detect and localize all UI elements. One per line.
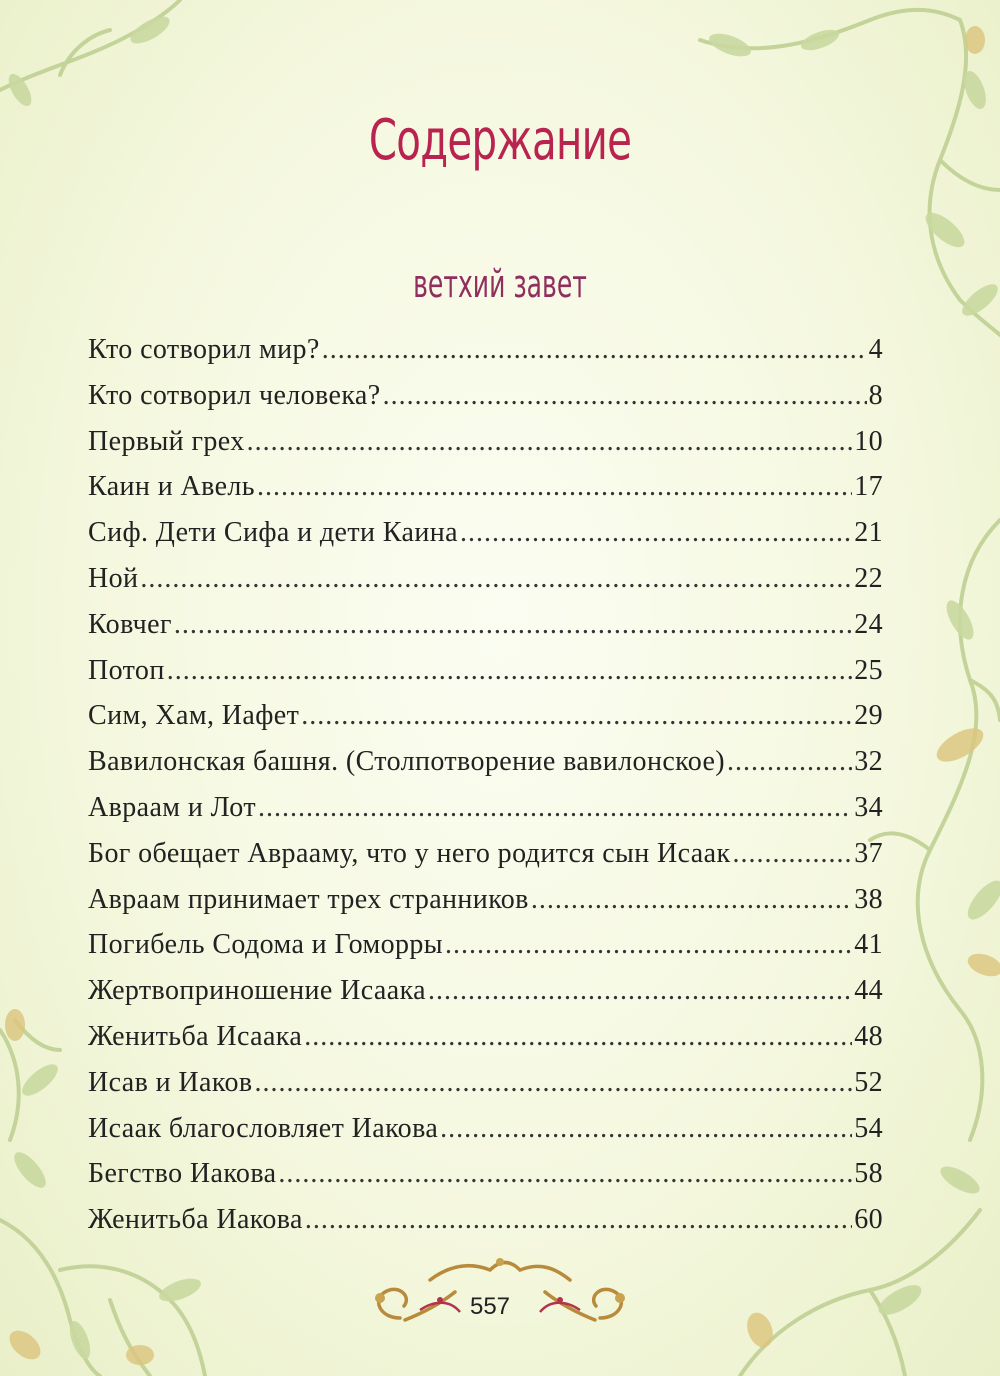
toc-entry[interactable] <box>88 746 883 792</box>
toc-entry[interactable] <box>88 380 883 426</box>
toc-entry-title: Исаак благословляет Иакова <box>88 1112 439 1144</box>
toc-entry[interactable] <box>88 1204 883 1250</box>
dot-leader <box>383 380 867 412</box>
dot-leader <box>304 1021 852 1053</box>
toc-entry-title: Каин и Авель <box>88 471 255 503</box>
dot-leader <box>257 471 852 503</box>
toc-entry-title: Сиф. Дети Сифа и дети Каина <box>88 517 458 549</box>
toc-entry-title: Ной <box>88 562 139 594</box>
toc-entry-page-number: 60 <box>854 1204 883 1236</box>
toc-entry-title: Потоп <box>88 654 165 686</box>
toc-entry[interactable] <box>88 1021 883 1067</box>
toc-entry-page-number: 52 <box>854 1066 883 1098</box>
dot-leader <box>727 746 852 778</box>
toc-entry[interactable] <box>88 334 883 380</box>
dot-leader <box>322 334 867 366</box>
dot-leader <box>445 929 852 961</box>
toc-entry[interactable] <box>88 1067 883 1113</box>
toc-entry-page-number: 44 <box>854 975 883 1007</box>
toc-entry-title: Авраам принимает трех странников <box>88 883 529 915</box>
toc-entry-page-number: 41 <box>854 929 883 961</box>
toc-entry-page-number: 8 <box>868 379 883 411</box>
toc-entry-page-number: 25 <box>854 654 883 686</box>
dot-leader <box>428 975 852 1007</box>
toc-entry[interactable] <box>88 471 883 517</box>
dot-leader <box>732 838 852 870</box>
toc-entry-page-number: 38 <box>854 883 883 915</box>
toc-entry[interactable] <box>88 975 883 1021</box>
dot-leader <box>531 884 852 916</box>
toc-entry-title: Первый грех <box>88 425 245 457</box>
toc-entry-title: Бог обещает Аврааму, что у него родится сын Исаак <box>88 837 731 869</box>
toc-entry[interactable] <box>88 517 883 563</box>
toc-entry-page-number: 29 <box>854 700 883 732</box>
toc-entry-page-number: 21 <box>854 517 883 549</box>
section-title: ветхий завет <box>413 262 587 306</box>
toc-entry-page-number: 22 <box>854 562 883 594</box>
toc-entry-page-number: 24 <box>854 608 883 640</box>
dot-leader <box>460 517 852 549</box>
toc-entry-title: Погибель Содома и Гоморры <box>88 929 443 961</box>
dot-leader <box>174 609 852 641</box>
toc-entry-title: Бегство Иакова <box>88 1158 277 1190</box>
toc-entry[interactable] <box>88 609 883 655</box>
dot-leader <box>247 426 853 458</box>
toc-entry[interactable] <box>88 563 883 609</box>
toc-entry-title: Женитьба Исаака <box>88 1020 303 1052</box>
toc-entry-title: Жертвоприношение Исаака <box>88 975 426 1007</box>
toc-entry-page-number: 58 <box>854 1158 883 1190</box>
toc-entry-page-number: 17 <box>854 471 883 503</box>
dot-leader <box>305 1204 852 1236</box>
toc-entry-title: Исав и Иаков <box>88 1066 253 1098</box>
toc-entry[interactable] <box>88 655 883 701</box>
toc-entry-title: Ковчег <box>88 608 172 640</box>
toc-entry-title: Кто сотворил мир? <box>88 334 320 365</box>
toc-entry-title: Женитьба Иакова <box>88 1204 303 1236</box>
toc-entry-page-number: 48 <box>854 1020 883 1052</box>
toc-entry[interactable] <box>88 884 883 930</box>
dot-leader <box>254 1067 852 1099</box>
dot-leader <box>258 792 852 824</box>
table-of-contents <box>88 334 883 1250</box>
toc-entry-page-number: 54 <box>854 1112 883 1144</box>
toc-entry[interactable] <box>88 838 883 884</box>
toc-entry-title: Вавилонская башня. (Столпотворение вавилонское) <box>88 746 726 778</box>
toc-entry-page-number: 34 <box>854 791 883 823</box>
dot-leader <box>140 563 852 595</box>
dot-leader <box>440 1113 852 1145</box>
dot-leader <box>278 1158 852 1190</box>
toc-entry-page-number: 10 <box>854 425 883 457</box>
toc-entry-title: Авраам и Лот <box>88 791 256 823</box>
toc-entry[interactable] <box>88 929 883 975</box>
page-number: 557 <box>469 1293 511 1320</box>
toc-entry[interactable] <box>88 792 883 838</box>
toc-entry-title: Кто сотворил человека? <box>88 379 381 411</box>
toc-entry[interactable] <box>88 1158 883 1204</box>
page-title: Содержание <box>368 108 632 173</box>
dot-leader <box>301 700 852 732</box>
toc-entry-page-number: 37 <box>854 837 883 869</box>
toc-entry[interactable] <box>88 1113 883 1159</box>
toc-entry-page-number: 32 <box>854 746 883 778</box>
toc-entry-page-number: 4 <box>868 334 883 365</box>
toc-entry[interactable] <box>88 426 883 472</box>
dot-leader <box>167 655 852 687</box>
toc-entry[interactable] <box>88 700 883 746</box>
toc-entry-title: Сим, Хам, Иафет <box>88 700 300 732</box>
